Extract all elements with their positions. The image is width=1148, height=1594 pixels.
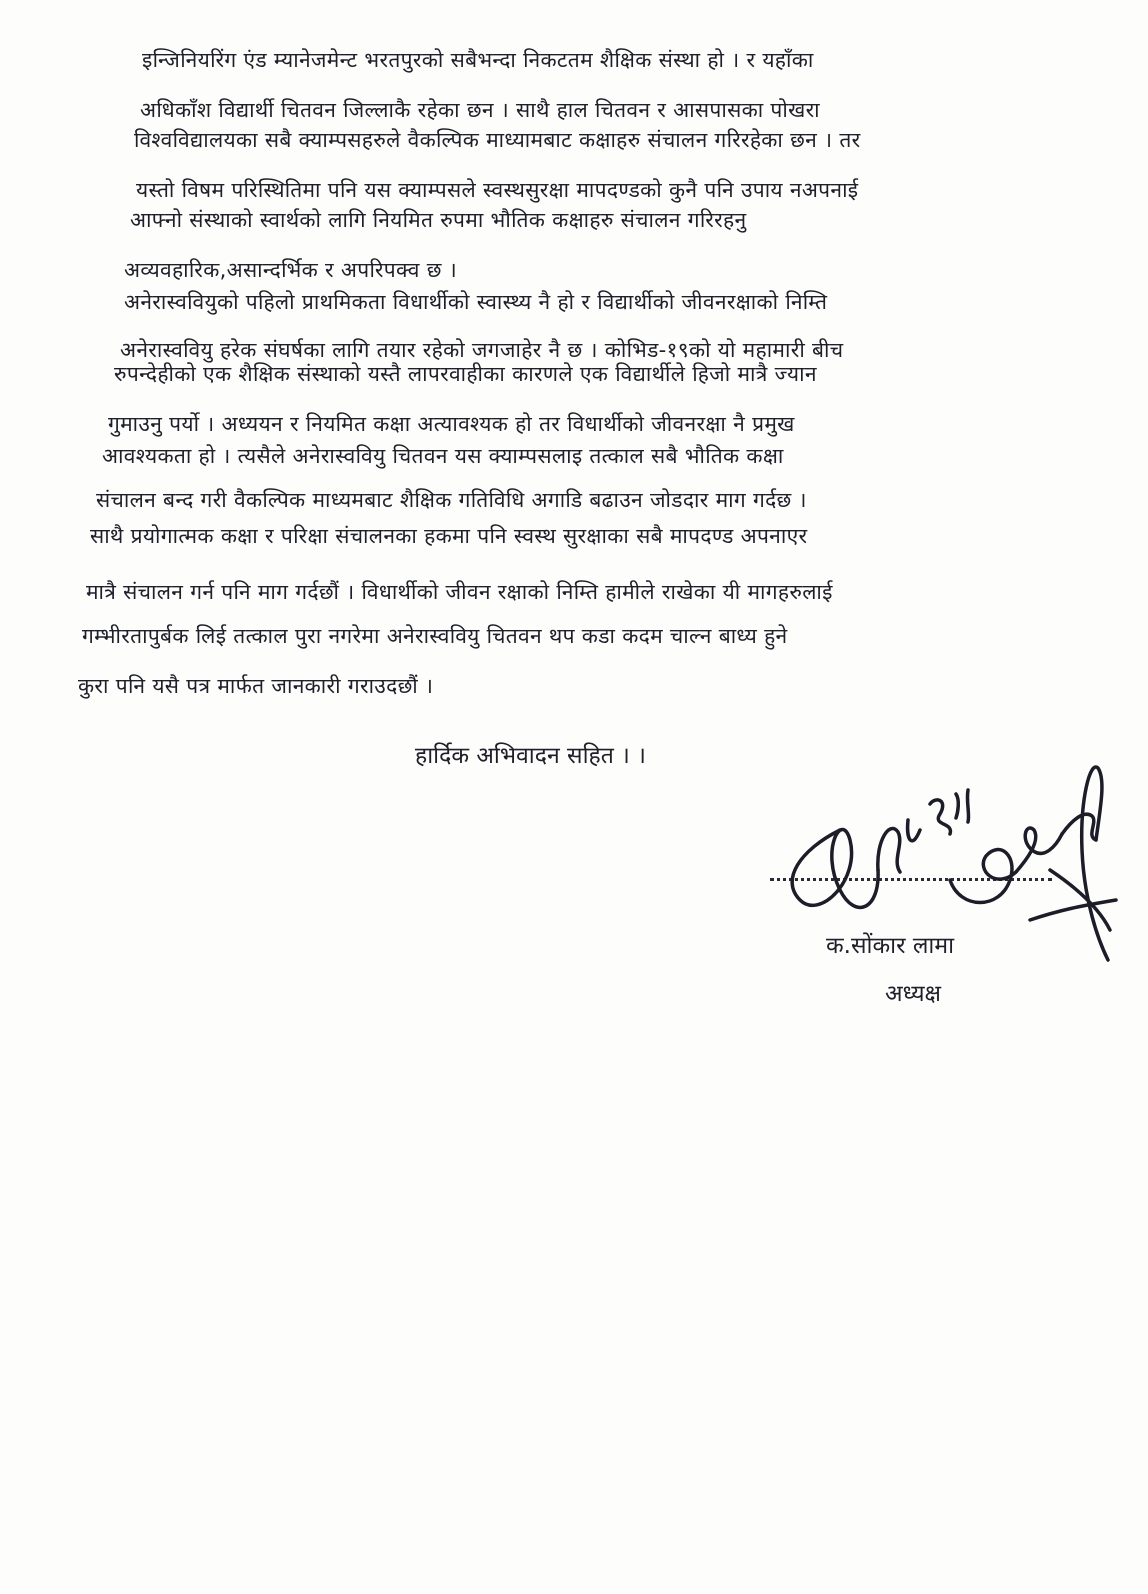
text-line: आफ्नो संस्थाको स्वार्थको लागि नियमित रुपमा भौतिक कक्षाहरु संचालन गरिरहनु (130, 208, 747, 232)
signer-title: अध्यक्ष (885, 981, 942, 1007)
signer-name: क.सोंकार लामा (826, 933, 955, 959)
text-line: अनेरास्ववियुको पहिलो प्राथमिकता विधार्थीको स्वास्थ्य नै हो र विद्यार्थीको जीवनरक्षाको निम्ति (124, 290, 828, 314)
text-line: गम्भीरतापुर्बक लिई तत्काल पुरा नगरेमा अनेरास्ववियु चितवन थप कडा कदम चाल्न बाध्य हुने (82, 624, 788, 648)
text-line: मात्रै संचालन गर्न पनि माग गर्दछौं । विधार्थीको जीवन रक्षाको निम्ति हामीले राखेका यी मागहरुलाई (86, 580, 833, 604)
closing-salutation: हार्दिक अभिवादन सहित । । (415, 743, 646, 769)
text-line: साथै प्रयोगात्मक कक्षा र परिक्षा संचालनका हकमा पनि स्वस्थ सुरक्षाका सबै मापदण्ड अपनाएर (90, 524, 808, 548)
text-line: अव्यवहारिक,असान्दर्भिक र अपरिपक्व छ । (124, 258, 457, 282)
text-line: यस्तो विषम परिस्थितिमा पनि यस क्याम्पसले स्वस्थसुरक्षा मापदण्डको कुनै पनि उपाय नअपनाई (136, 178, 859, 202)
text-line: इन्जिनियरिंग एंड म्यानेजमेन्ट भरतपुरको सबैभन्दा निकटतम शैक्षिक संस्था हो । र यहाँका (142, 48, 814, 72)
text-line: संचालन बन्द गरी वैकल्पिक माध्यमबाट शैक्षिक गतिविधि अगाडि बढाउन जोडदार माग गर्दछ । (96, 488, 807, 512)
text-line: विश्वविद्यालयका सबै क्याम्पसहरुले वैकल्पिक माध्यामबाट कक्षाहरु संचालन गरिरहेका छन । तर (134, 128, 861, 152)
text-line: गुमाउनु पर्यो । अध्ययन र नियमित कक्षा अत्यावश्यक हो तर विधार्थीको जीवनरक्षा नै प्रमुख (108, 412, 795, 436)
text-line: आवश्यकता हो । त्यसैले अनेरास्ववियु चितवन यस क्याम्पसलाइ तत्काल सबै भौतिक कक्षा (102, 444, 784, 468)
text-line: रुपन्देहीको एक शैक्षिक संस्थाको यस्तै लापरवाहीका कारणले एक विद्यार्थीले हिजो मात्रै ज्यान (114, 362, 817, 386)
text-line: अनेरास्ववियु हरेक संघर्षका लागि तयार रहेको जगजाहेर नै छ । कोभिड-१९को यो महामारी बीच (120, 338, 844, 362)
text-line: अधिकाँश विद्यार्थी चितवन जिल्लाकै रहेका छन । साथै हाल चितवन र आसपासका पोखरा (140, 98, 820, 122)
text-line: कुरा पनि यसै पत्र मार्फत जानकारी गराउदछौं । (78, 674, 434, 698)
